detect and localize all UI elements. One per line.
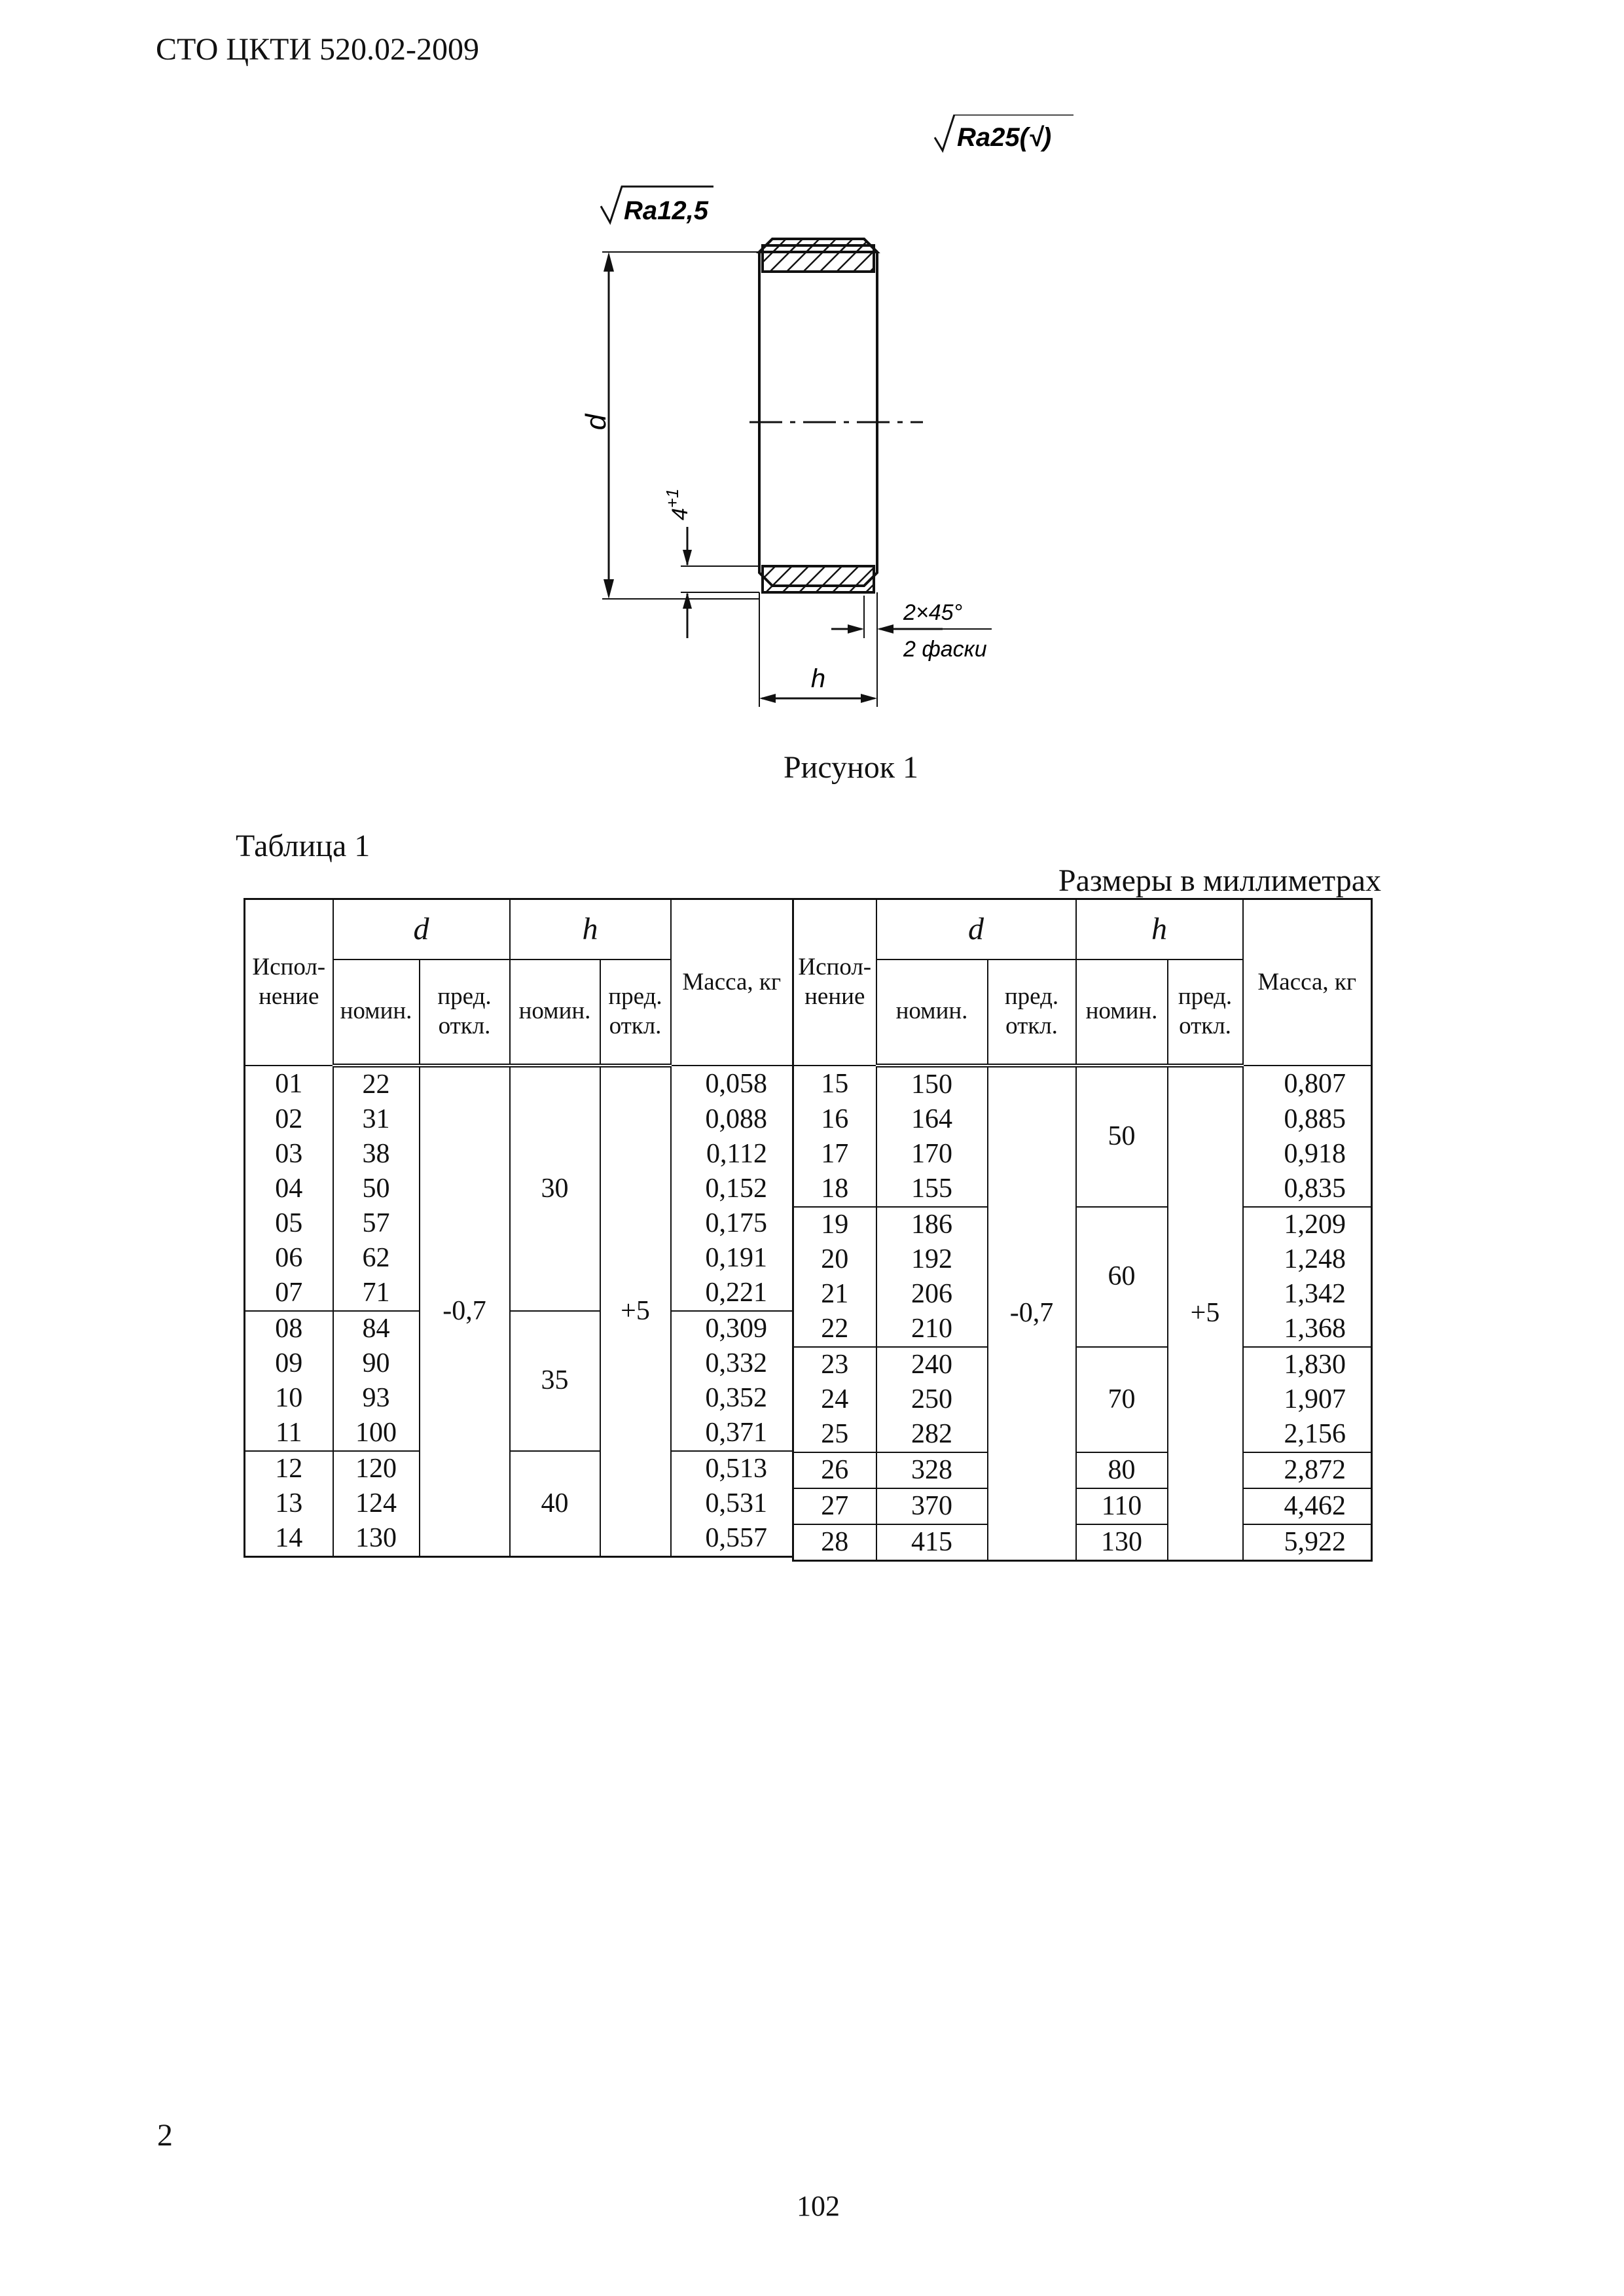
variant-cell: 12: [245, 1451, 333, 1486]
d-nominal-cell: 120: [333, 1451, 420, 1486]
d-nominal-cell: 93: [333, 1381, 420, 1416]
mass-cell: 0,088: [671, 1102, 793, 1137]
svg-text:4+1: [662, 488, 693, 520]
d-nominal-cell: 206: [876, 1277, 988, 1312]
dimensions-table-right: [792, 898, 1373, 1562]
variant-cell: 25: [793, 1417, 876, 1452]
header-d-nominal: номин.: [333, 960, 420, 1066]
variant-cell: 06: [245, 1241, 333, 1276]
variant-cell: 18: [793, 1172, 876, 1207]
mass-cell: 1,907: [1243, 1382, 1372, 1417]
table-row: [793, 1488, 1372, 1524]
header-mass: Масса, кг: [671, 899, 793, 1066]
mass-cell: 1,368: [1243, 1312, 1372, 1347]
table-row: [793, 1207, 1372, 1242]
d-nominal-cell: 100: [333, 1416, 420, 1451]
d-nominal-cell: 328: [876, 1452, 988, 1488]
header-h-nominal: номин.: [1076, 960, 1168, 1066]
mass-cell: 0,221: [671, 1276, 793, 1311]
table-row: [793, 1066, 1372, 1102]
variant-cell: 02: [245, 1102, 333, 1137]
mass-cell: 0,807: [1243, 1066, 1372, 1102]
header-d-tolerance: пред. откл.: [420, 960, 510, 1066]
dim-4-label: 4: [668, 508, 693, 520]
variant-cell: 24: [793, 1382, 876, 1417]
header-d: d: [333, 899, 510, 960]
mass-cell: 0,835: [1243, 1172, 1372, 1207]
mass-cell: 0,531: [671, 1486, 793, 1521]
variant-cell: 11: [245, 1416, 333, 1451]
dim-d-label: d: [580, 414, 612, 431]
variant-cell: 26: [793, 1452, 876, 1488]
mass-cell: 0,513: [671, 1451, 793, 1486]
header-mass: Масса, кг: [1243, 899, 1372, 1066]
d-nominal-cell: 192: [876, 1242, 988, 1277]
mass-cell: 1,830: [1243, 1347, 1372, 1382]
mass-cell: 0,332: [671, 1346, 793, 1381]
d-nominal-cell: 250: [876, 1382, 988, 1417]
mass-cell: 5,922: [1243, 1524, 1372, 1561]
variant-cell: 04: [245, 1172, 333, 1206]
d-nominal-cell: 164: [876, 1102, 988, 1137]
h-nominal-cell: 80: [1076, 1452, 1168, 1488]
d-tolerance-cell: -0,7: [420, 1066, 510, 1557]
mass-cell: 0,557: [671, 1521, 793, 1557]
h-tolerance-cell: +5: [600, 1066, 671, 1557]
variant-cell: 03: [245, 1137, 333, 1172]
page-number-local: 2: [157, 2118, 173, 2153]
mass-cell: 0,371: [671, 1416, 793, 1451]
table-row: [793, 1452, 1372, 1488]
variant-cell: 07: [245, 1276, 333, 1311]
d-nominal-cell: 90: [333, 1346, 420, 1381]
h-tolerance-cell: +5: [1168, 1066, 1243, 1561]
mass-cell: 4,462: [1243, 1488, 1372, 1524]
d-nominal-cell: 155: [876, 1172, 988, 1207]
variant-cell: 10: [245, 1381, 333, 1416]
chamfer-size-label: 2×45°: [903, 600, 963, 625]
header-d-tolerance: пред. откл.: [988, 960, 1076, 1066]
mass-cell: 0,058: [671, 1066, 793, 1102]
d-nominal-cell: 170: [876, 1137, 988, 1172]
table-units: Размеры в миллиметрах: [1058, 863, 1381, 898]
d-nominal-cell: 62: [333, 1241, 420, 1276]
h-nominal-cell: 130: [1076, 1524, 1168, 1561]
header-h-tolerance: пред. откл.: [1168, 960, 1243, 1066]
d-nominal-cell: 71: [333, 1276, 420, 1311]
roughness-general-mark: [935, 115, 1074, 152]
header-d-nominal: номин.: [876, 960, 988, 1066]
table-label: Таблица 1: [236, 829, 370, 863]
header-h-nominal: номин.: [510, 960, 600, 1066]
d-tolerance-cell: -0,7: [988, 1066, 1076, 1561]
mass-cell: 0,152: [671, 1172, 793, 1206]
d-nominal-cell: 415: [876, 1524, 988, 1561]
mass-cell: 2,156: [1243, 1417, 1372, 1452]
h-nominal-cell: 30: [510, 1066, 600, 1311]
d-nominal-cell: 50: [333, 1172, 420, 1206]
h-nominal-cell: 110: [1076, 1488, 1168, 1524]
variant-cell: 15: [793, 1066, 876, 1102]
figure-caption: Рисунок 1: [783, 750, 919, 785]
variant-cell: 09: [245, 1346, 333, 1381]
page-number-global: 102: [797, 2190, 840, 2222]
document-code: СТО ЦКТИ 520.02-2009: [156, 32, 480, 67]
mass-cell: 1,342: [1243, 1277, 1372, 1312]
roughness-surface-label: Ra12,5: [624, 196, 708, 225]
h-nominal-cell: 40: [510, 1451, 600, 1557]
mass-cell: 0,309: [671, 1311, 793, 1346]
variant-cell: 22: [793, 1312, 876, 1347]
d-nominal-cell: 210: [876, 1312, 988, 1347]
table-row: [793, 1524, 1372, 1561]
variant-cell: 14: [245, 1521, 333, 1557]
variant-cell: 20: [793, 1242, 876, 1277]
mass-cell: 0,175: [671, 1206, 793, 1241]
d-nominal-cell: 57: [333, 1206, 420, 1241]
dim-4-tolerance: +1: [662, 488, 682, 509]
h-nominal-cell: 70: [1076, 1347, 1168, 1452]
table-row: [793, 1347, 1372, 1382]
header-variant: Испол-нение: [245, 899, 333, 1066]
d-nominal-cell: 130: [333, 1521, 420, 1557]
variant-cell: 21: [793, 1277, 876, 1312]
header-h-tolerance: пред. откл.: [600, 960, 671, 1066]
mass-cell: 1,209: [1243, 1207, 1372, 1242]
h-nominal-cell: 35: [510, 1311, 600, 1451]
header-h: h: [510, 899, 671, 960]
variant-cell: 13: [245, 1486, 333, 1521]
variant-cell: 16: [793, 1102, 876, 1137]
table-row: [245, 1066, 793, 1102]
h-nominal-cell: 60: [1076, 1207, 1168, 1347]
header-h: h: [1076, 899, 1243, 960]
d-nominal-cell: 150: [876, 1066, 988, 1102]
mass-cell: 2,872: [1243, 1452, 1372, 1488]
d-nominal-cell: 31: [333, 1102, 420, 1137]
mass-cell: 0,918: [1243, 1137, 1372, 1172]
d-nominal-cell: 282: [876, 1417, 988, 1452]
d-nominal-cell: 22: [333, 1066, 420, 1102]
d-nominal-cell: 124: [333, 1486, 420, 1521]
variant-cell: 27: [793, 1488, 876, 1524]
roughness-general-label: Ra25(√): [957, 123, 1052, 152]
dimensions-table-left: [244, 898, 794, 1558]
variant-cell: 19: [793, 1207, 876, 1242]
variant-cell: 28: [793, 1524, 876, 1561]
mass-cell: 0,191: [671, 1241, 793, 1276]
variant-cell: 05: [245, 1206, 333, 1241]
mass-cell: 0,112: [671, 1137, 793, 1172]
header-d: d: [876, 899, 1076, 960]
table-row: [245, 1451, 793, 1486]
roughness-surface-mark: [601, 187, 713, 225]
bushing-drawing: [576, 115, 1113, 723]
d-nominal-cell: 84: [333, 1311, 420, 1346]
chamfer-count-label: 2 фаски: [903, 637, 987, 662]
d-nominal-cell: 240: [876, 1347, 988, 1382]
d-nominal-cell: 186: [876, 1207, 988, 1242]
variant-cell: 23: [793, 1347, 876, 1382]
table-row: [245, 1311, 793, 1346]
variant-cell: 01: [245, 1066, 333, 1102]
dim-h-label: h: [810, 664, 826, 693]
d-nominal-cell: 370: [876, 1488, 988, 1524]
header-variant: Испол-нение: [793, 899, 876, 1066]
d-nominal-cell: 38: [333, 1137, 420, 1172]
variant-cell: 08: [245, 1311, 333, 1346]
h-nominal-cell: 50: [1076, 1066, 1168, 1207]
mass-cell: 0,885: [1243, 1102, 1372, 1137]
mass-cell: 1,248: [1243, 1242, 1372, 1277]
variant-cell: 17: [793, 1137, 876, 1172]
mass-cell: 0,352: [671, 1381, 793, 1416]
